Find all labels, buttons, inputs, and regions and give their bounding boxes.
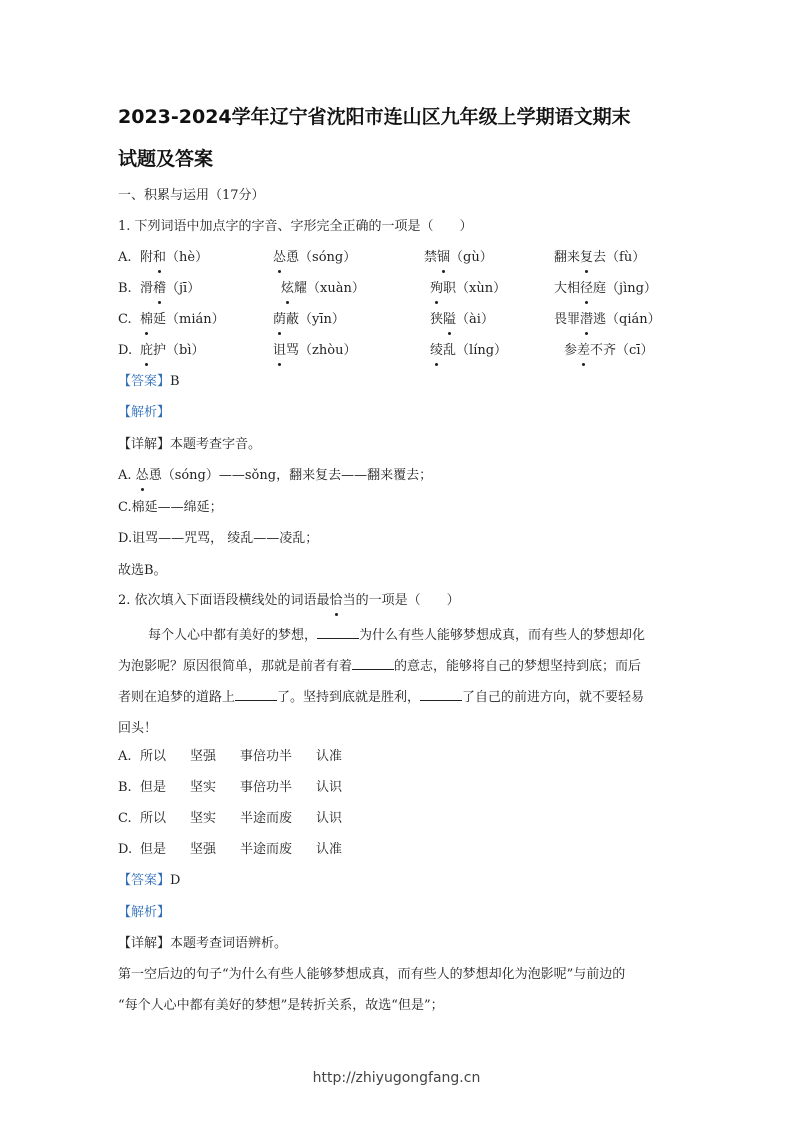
passage-text: 为什么有些人能够梦想成真，而有些人的梦想却化: [359, 628, 646, 643]
fill-blank-1: [317, 624, 359, 639]
dotted-char: 差: [577, 341, 590, 361]
pinyin: （líng）: [456, 343, 508, 358]
q1-option-word: [554, 248, 645, 268]
pinyin: （ài）: [456, 312, 494, 327]
q1-option-word: [430, 310, 494, 330]
explain-a-rest: ——sǒng，翻来复去——翻来覆去；: [218, 468, 433, 483]
q2-option-word: 坚强: [190, 749, 217, 764]
q2-option-word: 认准: [316, 749, 343, 764]
pinyin: （bì）: [166, 343, 205, 358]
word-part: 耀: [294, 281, 308, 296]
q2-option-word: 半途而废: [240, 842, 293, 857]
word-part: 滑: [140, 281, 154, 296]
q1-option-word: [140, 248, 208, 268]
detail-text: 本题考查词语辨析。: [170, 936, 288, 951]
dotted-char: 隘: [443, 310, 456, 330]
pinyin: （fù）: [606, 250, 646, 265]
q2-explain-2: “每个人心中都有美好的梦想”是转折关系，故选“但是”；: [118, 998, 444, 1013]
q1-option-word: [430, 279, 506, 299]
q1-option-letter: C.: [118, 312, 132, 327]
dotted-char: 诅: [273, 341, 286, 361]
q1-analysis-tag: 【解析】: [118, 405, 171, 420]
pinyin: （yīn）: [299, 312, 345, 327]
dotted-char: 稽: [153, 279, 166, 299]
q2-option-word: 坚强: [190, 842, 217, 857]
q1-option-word: [140, 341, 205, 361]
word-part: 去: [593, 250, 607, 265]
word-part: 蔽: [286, 312, 300, 327]
word-part: 庭: [593, 281, 607, 296]
word-part: 参: [564, 343, 578, 358]
q2-option-word: 所以: [140, 749, 167, 764]
word-part: 不齐: [590, 343, 617, 358]
q1-option-word: [273, 248, 356, 268]
q2-option-word: 事倍功半: [240, 780, 293, 795]
footer-url: http://zhiyugongfang.cn: [312, 1070, 481, 1086]
q1-option-word: [564, 341, 654, 361]
q2-stem-pre: 2. 依次填入下面语段横线处的词语最: [118, 593, 330, 608]
document-title-line-2: 试题及答案: [118, 148, 214, 170]
passage-line-3: [118, 682, 680, 713]
dotted-char: 锢: [437, 248, 450, 268]
dotted-char: 荫: [273, 310, 286, 330]
pinyin: （sóng）: [299, 250, 357, 265]
fill-blank-2: [352, 655, 394, 670]
dotted-char: 庇: [140, 341, 153, 361]
q2-option-word: 认识: [316, 811, 343, 826]
detail-text: 本题考查字音。: [170, 437, 262, 452]
passage-text: 为泡影呢？原因很简单，那就是前者有着: [118, 659, 353, 674]
dotted-char: 绫: [430, 341, 443, 361]
passage-text: 的意志，能够将自己的梦想坚持到底；而后: [394, 659, 642, 674]
pinyin: （qián）: [606, 312, 661, 327]
word-part: 翻来: [554, 250, 581, 265]
word-part: 乱: [443, 343, 457, 358]
q2-passage: [118, 620, 680, 744]
detail-tag: 【详解】: [118, 936, 171, 951]
pinyin: （jī）: [166, 281, 201, 296]
q1-option-letter: D.: [118, 343, 133, 358]
question-2-stem: [118, 591, 460, 611]
dotted-char: 殉: [430, 279, 443, 299]
explain-a-word: 恿（sóng）: [148, 468, 219, 483]
q1-explain-c: C.棉延——绵延；: [118, 500, 223, 515]
question-1-stem: 1. 下列词语中加点字的字音、字形完全正确的一项是（ ）: [118, 219, 473, 234]
word-part: 逃: [593, 312, 607, 327]
q2-stem-post: 当的一项是（ ）: [342, 593, 460, 608]
q1-option-word: [554, 279, 657, 299]
q1-option-word: [140, 310, 225, 330]
explain-a-dotted-char: 怂: [136, 466, 149, 486]
dotted-char: 复: [580, 248, 593, 268]
q1-option-word: [281, 279, 365, 299]
q1-option-word: [554, 310, 661, 330]
pinyin: （hè）: [166, 250, 209, 265]
q2-option-word: 半途而废: [240, 811, 293, 826]
q2-option-word: 认识: [316, 780, 343, 795]
dotted-char: 径: [580, 279, 593, 299]
q2-answer: [118, 871, 180, 891]
word-part: 护: [153, 343, 167, 358]
q2-option-word: 但是: [140, 842, 167, 857]
dotted-char: 潜: [580, 310, 593, 330]
q1-answer: [118, 372, 180, 392]
pinyin: （cī）: [616, 343, 654, 358]
q2-explain-1: 第一空后边的句子“为什么有些人能够梦想成真，而有些人的梦想却化为泡影呢”与前边的: [118, 967, 626, 982]
word-part: 畏罪: [554, 312, 581, 327]
q1-conclusion: 故选B。: [118, 563, 167, 578]
q2-option-word: 但是: [140, 780, 167, 795]
passage-text: 每个人心中都有美好的梦想，: [148, 628, 318, 643]
dotted-char: 和: [153, 248, 166, 268]
passage-line-2: [118, 651, 680, 682]
word-part: 职: [443, 281, 457, 296]
q1-option-word: [424, 248, 493, 268]
passage-text: 了。坚持到底就是胜利，: [277, 690, 421, 705]
pinyin: （zhòu）: [299, 343, 357, 358]
pinyin: （gù）: [450, 250, 493, 265]
q2-option-word: 事倍功半: [240, 749, 293, 764]
q2-option-word: 坚实: [190, 780, 217, 795]
q1-option-word: [273, 310, 345, 330]
q2-analysis-tag: 【解析】: [118, 905, 171, 920]
q2-option-letter: D.: [118, 842, 133, 857]
pinyin: （xuàn）: [307, 281, 365, 296]
q2-option-word: 所以: [140, 811, 167, 826]
answer-value: B: [170, 374, 180, 389]
section-heading: 一、积累与运用（17分）: [118, 188, 265, 203]
q2-stem-dotted-char: 恰: [330, 591, 343, 611]
q2-detail: [118, 934, 287, 954]
fill-blank-4: [420, 686, 462, 701]
passage-line-1: [118, 620, 680, 651]
q1-option-word: [430, 341, 507, 361]
passage-line-4: 回头！: [118, 721, 158, 736]
q1-option-word: [140, 279, 200, 299]
explain-a-prefix: A.: [118, 468, 132, 483]
word-part: 大相: [554, 281, 581, 296]
word-part: 延: [153, 312, 167, 327]
passage-text: 了自己的前进方向，就不要轻易: [462, 690, 645, 705]
q2-option-word: 认准: [316, 842, 343, 857]
q1-detail: [118, 435, 261, 455]
passage-text: 者则在追梦的道路上: [118, 690, 236, 705]
word-part: 禁: [424, 250, 438, 265]
q2-option-letter: B.: [118, 780, 132, 795]
answer-value: D: [170, 873, 181, 888]
pinyin: （jìng）: [606, 281, 657, 296]
q2-option-letter: C.: [118, 811, 132, 826]
word-part: 骂: [286, 343, 300, 358]
dotted-char: 棉: [140, 310, 153, 330]
q1-option-letter: B.: [118, 281, 132, 296]
q1-explain-d: D.诅骂——咒骂， 绫乱——凌乱；: [118, 531, 319, 546]
fill-blank-3: [235, 686, 277, 701]
q1-option-letter: A.: [118, 250, 132, 265]
pinyin: （xùn）: [456, 281, 507, 296]
dotted-char: 怂: [273, 248, 286, 268]
q2-option-letter: A.: [118, 749, 132, 764]
word-part: 恿: [286, 250, 300, 265]
q2-option-word: 坚实: [190, 811, 217, 826]
dotted-char: 炫: [281, 279, 294, 299]
detail-tag: 【详解】: [118, 437, 171, 452]
answer-tag: 【答案】: [118, 873, 171, 888]
document-title-line-1: 2023-2024学年辽宁省沈阳市连山区九年级上学期语文期末: [118, 106, 631, 128]
word-part: 附: [140, 250, 154, 265]
pinyin: （mián）: [166, 312, 225, 327]
q1-option-word: [273, 341, 356, 361]
answer-tag: 【答案】: [118, 374, 171, 389]
q1-explain-a: [118, 466, 432, 486]
word-part: 狭: [430, 312, 444, 327]
